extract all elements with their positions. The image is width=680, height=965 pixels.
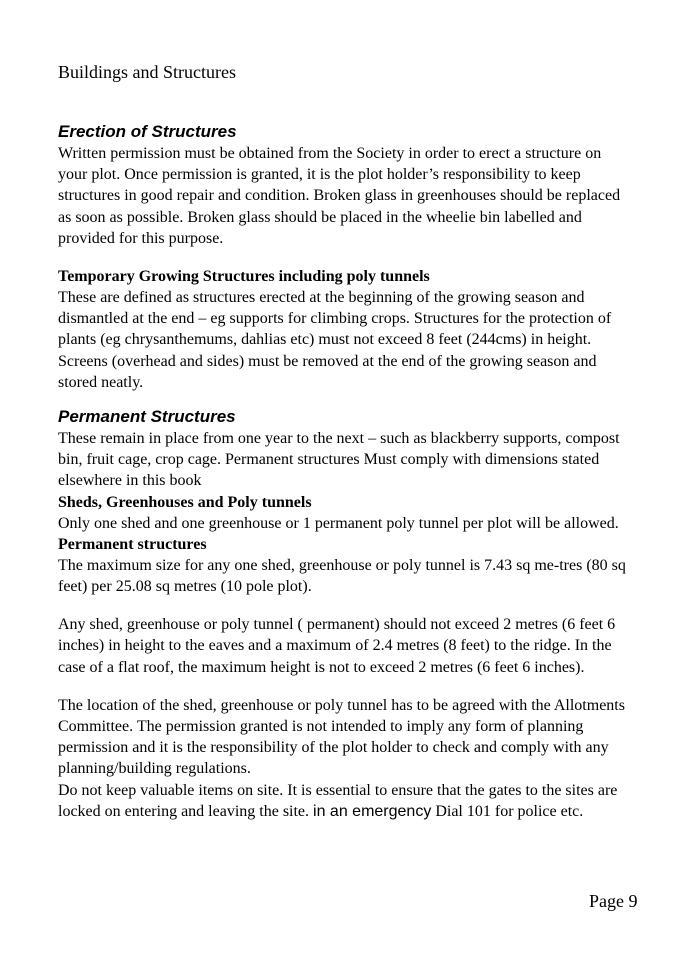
section-heading-sheds: Sheds, Greenhouses and Poly tunnels [58, 493, 312, 511]
paragraph-sheds: Only one shed and one greenhouse or 1 permanent poly tunnel per plot will be allowed. [58, 514, 619, 532]
emergency-text: in an emergency [313, 802, 432, 820]
page-number: Page 9 [589, 891, 638, 911]
paragraph-height-limits: Any shed, greenhouse or poly tunnel ( permanent) should not exceed 2 metres (6 feet 6 inches) in height to the eaves and a maximum of 2.4 metres (8 feet) to the ridge. In the case of a flat roof, the maximum height is not to exceed 2 metres (6 feet 6 inches). [58, 616, 616, 676]
paragraph-temporary: These are defined as structures erected at the beginning of the growing season and dismantled at the end – eg supports for climbing crops. Structures for the protection of plants (eg chrysanthemums, dahlias etc) must not exceed 8 feet (244cms) in height. Screens (overhead and sides) must be removed at the end of the growing season and stored neatly. [58, 289, 612, 391]
spacer [58, 393, 628, 406]
paragraph-max-size: The maximum size for any one shed, greenhouse or poly tunnel is 7.43 sq me-tres (80 sq feet) per 25.08 sq metres (10 pole plot). [58, 556, 626, 596]
section-heading-erection: Erection of Structures [58, 122, 237, 141]
section-heading-permanent-structures: Permanent structures [58, 535, 207, 553]
paragraph-security [58, 780, 628, 822]
section-heading-temporary: Temporary Growing Structures including poly tunnels [58, 268, 430, 286]
document-body [58, 121, 628, 822]
spacer [58, 678, 628, 695]
spacer [58, 597, 628, 614]
document-title: Buildings and Structures [58, 62, 236, 82]
security-text-c: Dial 101 for police etc. [431, 802, 584, 820]
section-heading-permanent: Permanent Structures [58, 407, 236, 427]
security-text-a: Do not keep valuable items on site. It is essential to ensure that the gates to the sites are locked on entering and leaving the site. [58, 781, 618, 820]
paragraph-location: The location of the shed, greenhouse or poly tunnel has to be agreed with the Allotments Committee. The permission granted is not intended to imply any form of planning permission and it is the responsibility of the plot holder to check and comply with any planning/building regulations. [58, 696, 625, 778]
paragraph-erection: Written permission must be obtained from the Society in order to erect a structure on your plot. Once permission is granted, it is the plot holder’s responsibility to keep structures in good repair and condition. Broken glass in greenhouses should be replaced as soon as possible. Broken glass should be placed in the wheelie bin labelled and provided for this purpose. [58, 145, 621, 247]
paragraph-permanent: These remain in place from one year to the next – such as blackberry supports, compost bin, fruit cage, crop cage. Permanent structures Must comply with dimensions stated elsewhere in this book [58, 430, 620, 490]
spacer [58, 249, 628, 266]
